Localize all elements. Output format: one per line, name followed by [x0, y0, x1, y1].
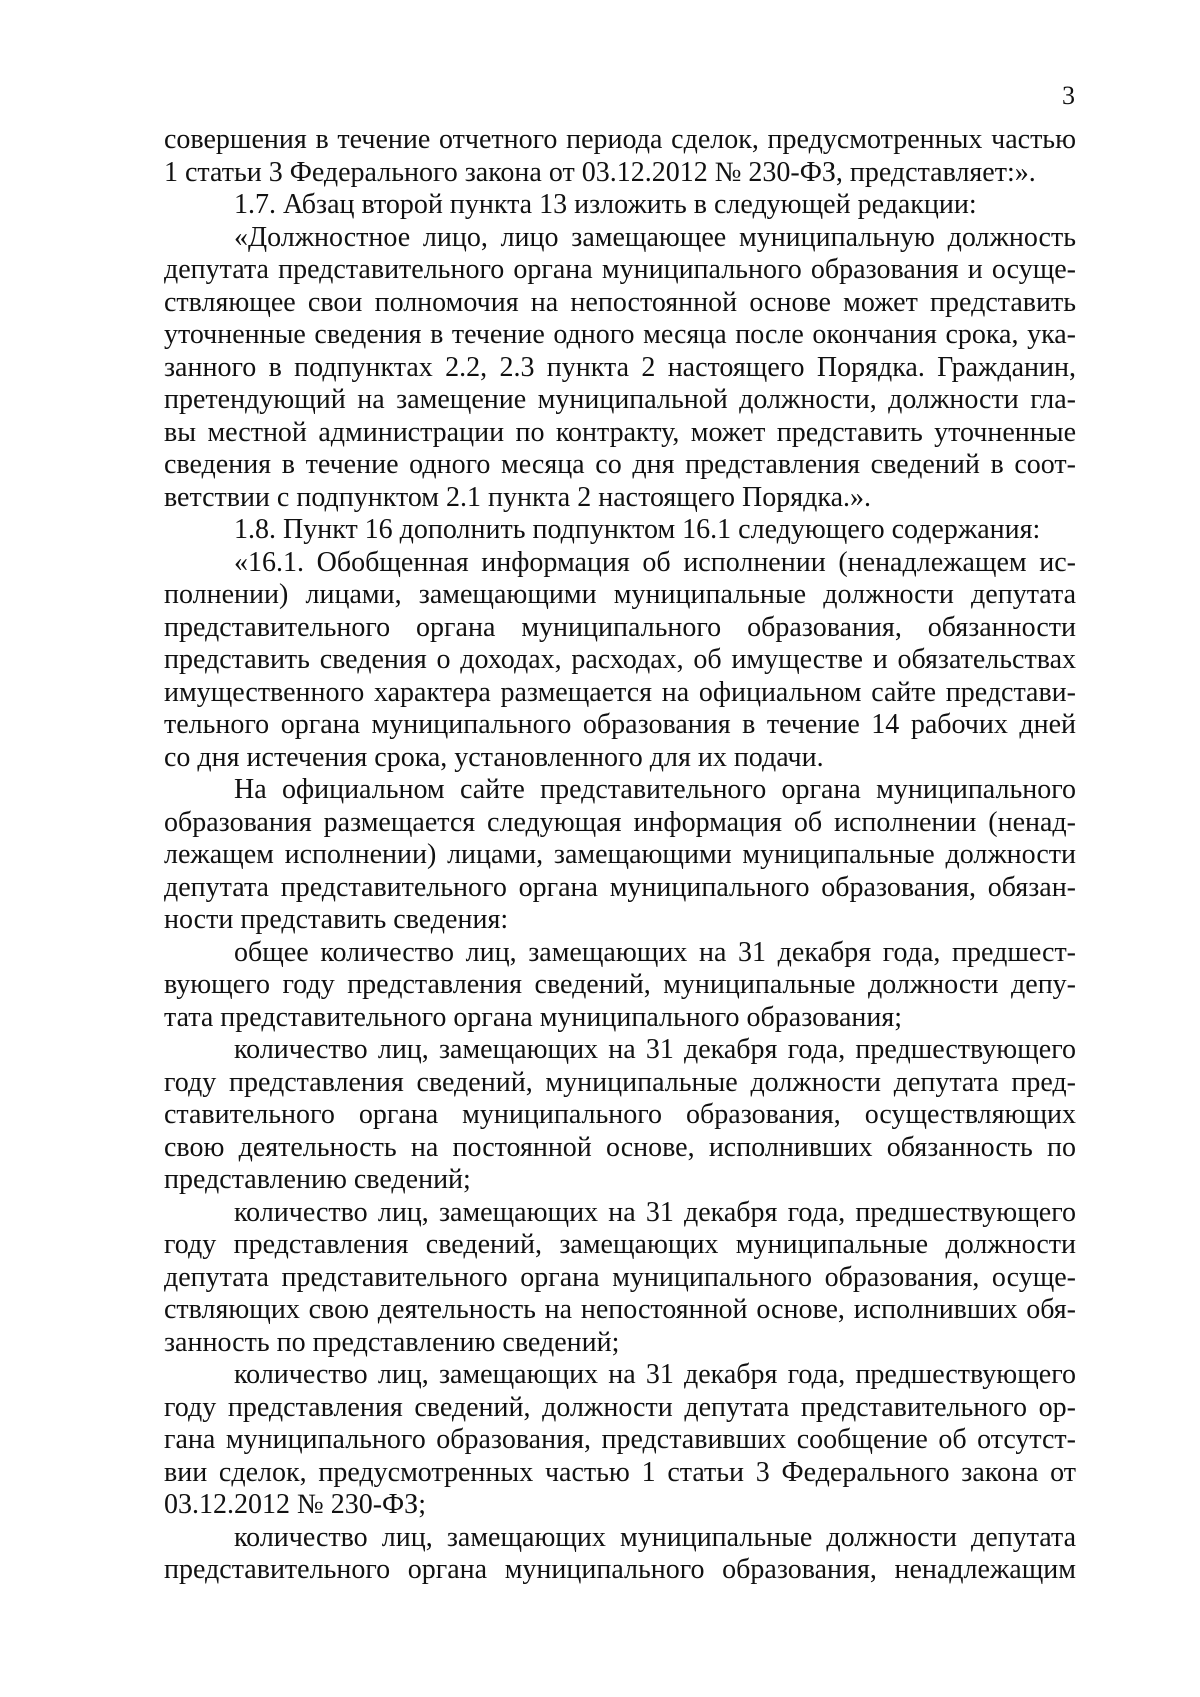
- text-line: На официальном сайте представительного органа муниципального: [234, 774, 1076, 805]
- text-line: году представления сведений, замещающих муниципальные должности: [164, 1229, 1076, 1260]
- text-line: вии сделок, предусмотренных частью 1 статьи 3 Федерального закона от: [164, 1456, 1076, 1488]
- text-line: вующего году представления сведений, муниципальные должности депу-: [164, 969, 1076, 1000]
- text-line: «16.1. Обобщенная информация об исполнении (ненадлежащем ис-: [234, 546, 1076, 578]
- text-line: сведения в течение одного месяца со дня представления сведений в соот-: [164, 449, 1076, 480]
- text-line: ствляющих свою деятельность на непостоянной основе, исполнивших обя-: [164, 1294, 1076, 1325]
- text-line: представительного органа муниципального образования, ненадлежащим: [164, 1554, 1076, 1585]
- text-line: количество лиц, замещающих на 31 декабря года, предшествующего: [234, 1196, 1076, 1228]
- text-line: представительного органа муниципального образования, обязанности: [164, 611, 1076, 643]
- text-line: «Должностное лицо, лицо замещающее муниципальную должность: [234, 221, 1076, 253]
- text-line: общее количество лиц, замещающих на 31 декабря года, предшест-: [234, 936, 1076, 968]
- text-line: ствляющее свои полномочия на непостоянной основе может представить: [164, 286, 1076, 318]
- text-line: количество лиц, замещающих муниципальные должности депутата: [234, 1521, 1076, 1553]
- text-line: занного в подпунктах 2.2, 2.3 пункта 2 настоящего Порядка. Гражданин,: [164, 351, 1076, 383]
- page-number: 3: [1062, 81, 1075, 110]
- text-line: вы местной администрации по контракту, может представить уточненные: [164, 416, 1076, 448]
- text-line: депутата представительного органа муниципального образования, обязан-: [164, 871, 1076, 903]
- text-line: претендующий на замещение муниципальной должности, должности гла-: [164, 384, 1076, 415]
- text-line: имущественного характера размещается на официальном сайте представи-: [164, 676, 1076, 708]
- text-line: уточненные сведения в течение одного месяца после окончания срока, ука-: [164, 319, 1076, 350]
- text-line: образования размещается следующая информация об исполнении (ненад-: [164, 806, 1076, 838]
- text-line: количество лиц, замещающих на 31 декабря года, предшествующего: [234, 1359, 1076, 1390]
- text-line: году представления сведений, муниципальные должности депутата пред-: [164, 1066, 1076, 1098]
- text-line: совершения в течение отчетного периода сделок, предусмотренных частью: [164, 124, 1076, 155]
- text-line: тата представительного органа муниципального образования;: [164, 1001, 903, 1033]
- text-line: 1 статьи 3 Федерального закона от 03.12.2012 № 230-ФЗ, представляет:».: [164, 156, 1036, 188]
- text-line: свою деятельность на постоянной основе, исполнивших обязанность по: [164, 1131, 1076, 1163]
- text-line: полнении) лицами, замещающими муниципальные должности депутата: [164, 579, 1076, 610]
- document-body: [164, 124, 1076, 1587]
- text-line: 03.12.2012 № 230-ФЗ;: [164, 1489, 426, 1520]
- text-line: гана муниципального образования, представивших сообщение об отсутст-: [164, 1424, 1076, 1455]
- text-line: ности представить сведения:: [164, 904, 509, 935]
- text-line: 1.7. Абзац второй пункта 13 изложить в следующей редакции:: [234, 189, 977, 220]
- text-line: 1.8. Пункт 16 дополнить подпунктом 16.1 следующего содержания:: [234, 514, 1041, 545]
- text-line: ставительного органа муниципального образования, осуществляющих: [164, 1099, 1076, 1130]
- text-line: ветствии с подпунктом 2.1 пункта 2 настоящего Порядка.».: [164, 481, 872, 513]
- text-line: году представления сведений, должности депутата представительного ор-: [164, 1391, 1076, 1423]
- text-line: депутата представительного органа муниципального образования и осуще-: [164, 254, 1076, 285]
- text-line: со дня истечения срока, установленного для их подачи.: [164, 741, 824, 773]
- text-line: лежащем исполнении) лицами, замещающими муниципальные должности: [164, 839, 1076, 870]
- text-line: тельного органа муниципального образования в течение 14 рабочих дней: [164, 709, 1076, 740]
- text-line: количество лиц, замещающих на 31 декабря года, предшествующего: [234, 1034, 1076, 1065]
- text-line: занность по представлению сведений;: [164, 1326, 620, 1358]
- text-line: представлению сведений;: [164, 1164, 471, 1195]
- text-line: депутата представительного органа муниципального образования, осуще-: [164, 1261, 1076, 1293]
- text-line: представить сведения о доходах, расходах, об имуществе и обязательствах: [164, 644, 1076, 675]
